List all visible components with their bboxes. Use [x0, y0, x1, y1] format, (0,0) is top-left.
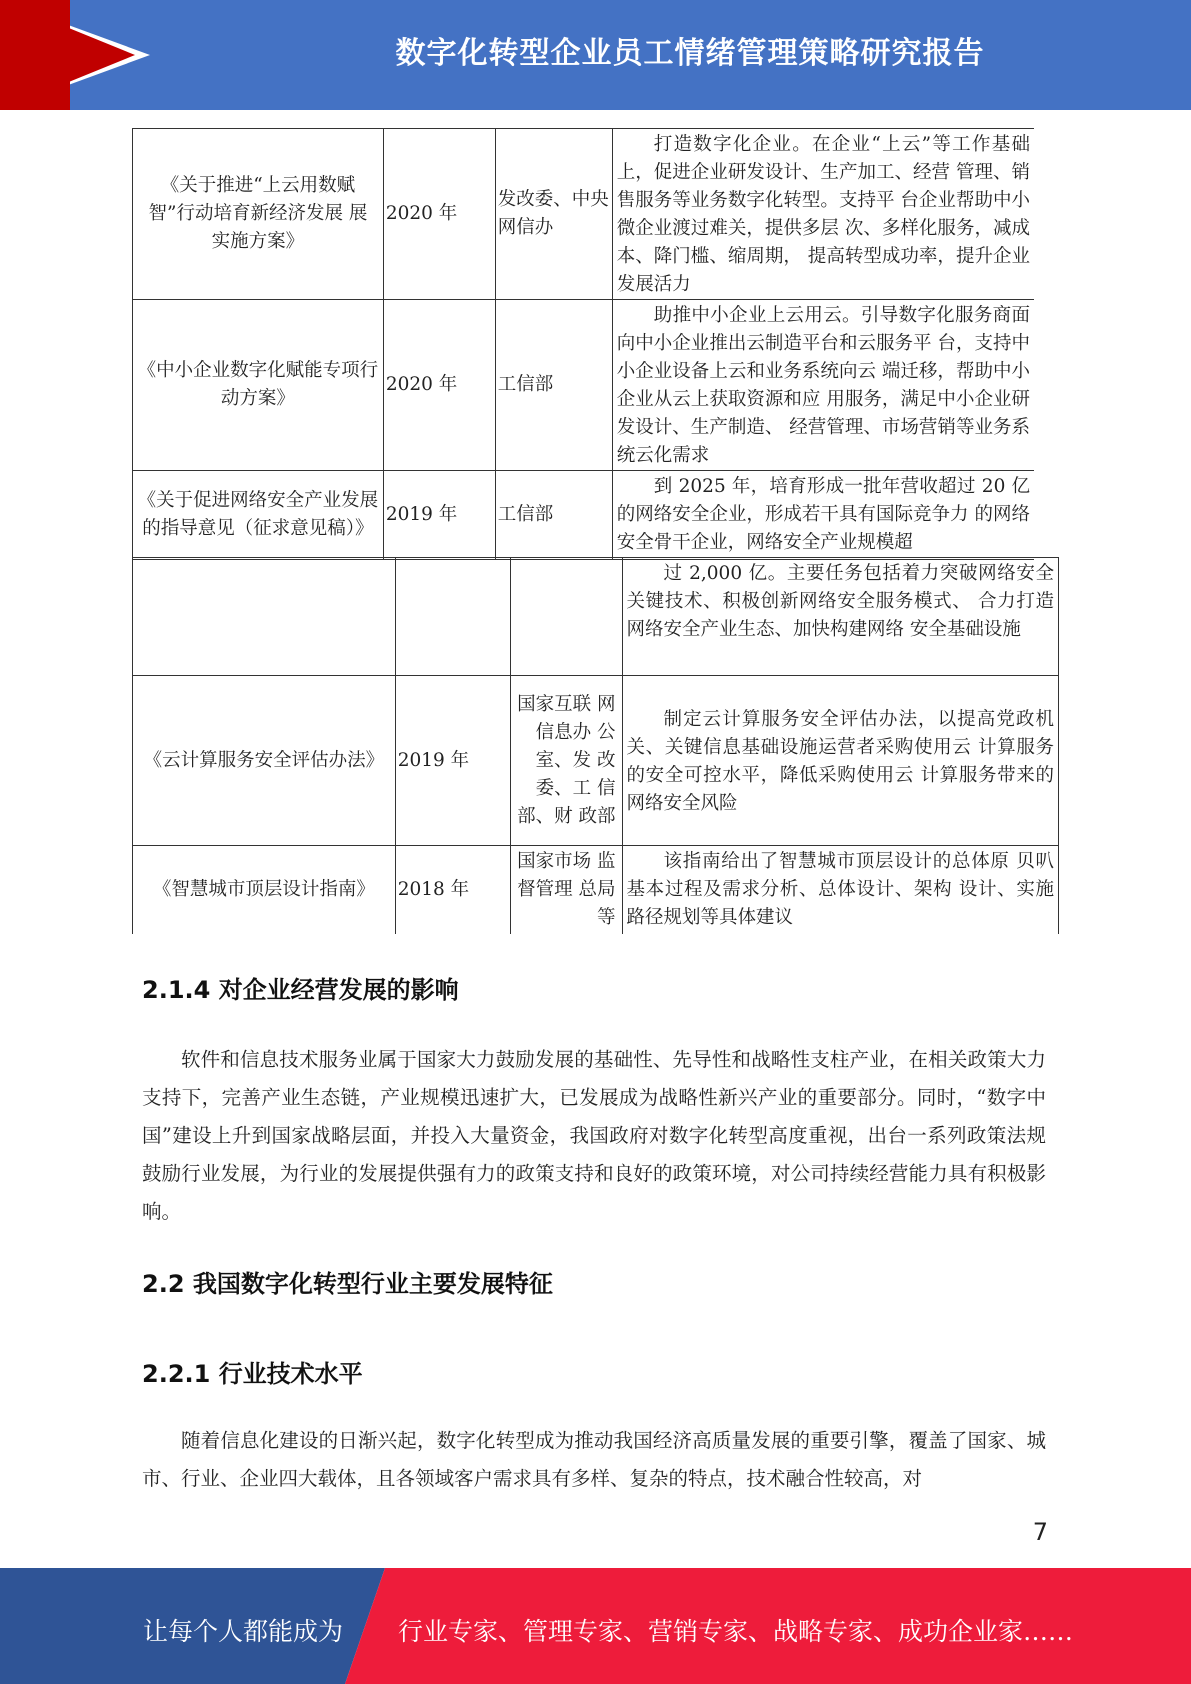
policy-name: 《云计算服务安全评估办法》	[133, 676, 396, 846]
policy-year	[395, 558, 510, 676]
table-row	[133, 129, 1035, 300]
policy-name: 《智慧城市顶层设计指南》	[133, 846, 396, 934]
table-row	[133, 846, 1059, 934]
policy-description: 到 2025 年，培育形成一批年营收超过 20 亿的网络安全企业，形成若干具有国际竞争力 的网络安全骨干企业，网络安全产业规模超	[612, 471, 1034, 560]
policy-agency: 工信部	[495, 300, 612, 471]
policy-year: 2019 年	[383, 471, 495, 560]
section-paragraph-2-1-4: 软件和信息技术服务业属于国家大力鼓励发展的基础性、先导性和战略性支柱产业，在相关政策大力支持下，完善产业生态链，产业规模迅速扩大，已发展成为战略性新兴产业的重要部分。同时，“数字中国”建设上升到国家战略层面，并投入大量资金，我国政府对数字化转型高度重视，出台一系列政策法规鼓励行业发展，为行业的发展提供强有力的政策支持和良好的政策环境，对公司持续经营能力具有积极影响。	[142, 1048, 1046, 1223]
table-row	[133, 558, 1059, 676]
section-paragraph-2-2-1: 随着信息化建设的日渐兴起，数字化转型成为推动我国经济高质量发展的重要引擎，覆盖了国家、城市、行业、企业四大载体，且各领域客户需求具有多样、复杂的特点，技术融合性较高，对	[142, 1429, 1046, 1490]
section-heading-2-2-1: 2.2.1 行业技术水平	[142, 1360, 363, 1388]
policy-year: 2020 年	[383, 129, 495, 300]
policy-name	[133, 558, 396, 676]
policy-description: 制定云计算服务安全评估办法，以提高党政机关、关键信息基础设施运营者采购使用云 计算服务的安全可控水平，降低采购使用云 计算服务带来的网络安全风险	[622, 676, 1059, 846]
page-header	[0, 0, 1191, 110]
policy-description: 助推中小企业上云用云。引导数字化服务商面向中小企业推出云制造平台和云服务平 台，支持中小企业设备上云和业务系统向云 端迁移，帮助中小企业从云上获取资源和应 用服务，满足中小企业研发设计、生产制造、 经营管理、市场营销等业务系统云化需求	[612, 300, 1034, 471]
footer-slogan-right: 行业专家、管理专家、营销专家、战略专家、成功企业家……	[398, 1617, 1074, 1646]
policy-table-top	[132, 128, 1034, 560]
report-title: 数字化转型企业员工情绪管理策略研究报告	[395, 36, 985, 71]
footer-slogan-left: 让每个人都能成为	[143, 1617, 344, 1646]
table-row	[133, 300, 1035, 471]
policy-name: 《关于推进“上云用数赋 智”行动培育新经济发展 展 实施方案》	[133, 129, 384, 300]
page-number: 7	[1032, 1518, 1048, 1546]
table-row	[133, 471, 1035, 560]
policy-description: 过 2,000 亿。主要任务包括着力突破网络安全关键技术、积极创新网络安全服务模式、 合力打造网络安全产业生态、加快构建网络 安全基础设施	[622, 558, 1059, 676]
policy-agency	[510, 558, 622, 676]
table-row	[133, 676, 1059, 846]
policy-agency: 工信部	[495, 471, 612, 560]
page-footer	[0, 1568, 1191, 1684]
policy-agency: 国家互联 网信息办 公室、发 改委、工 信部、财 政部	[510, 676, 622, 846]
policy-name: 《中小企业数字化赋能专项行动方案》	[133, 300, 384, 471]
policy-description: 该指南给出了智慧城市顶层设计的总体原 贝叭基本过程及需求分析、总体设计、架构 设计、实施路径规划等具体建议	[622, 846, 1059, 934]
policy-name: 《关于促进网络安全产业发展的指导意见（征求意见稿）》	[133, 471, 384, 560]
policy-agency: 国家市场 监督管理 总局等	[510, 846, 622, 934]
section-heading-2-1-4: 2.1.4 对企业经营发展的影响	[142, 976, 459, 1004]
policy-year: 2018 年	[395, 846, 510, 934]
header-red-chevron	[0, 0, 135, 110]
policy-year: 2020 年	[383, 300, 495, 471]
policy-table-bottom	[132, 557, 1059, 934]
policy-agency: 发改委、中央网信办	[495, 129, 612, 300]
policy-year: 2019 年	[395, 676, 510, 846]
policy-description: 打造数字化企业。在企业“上云”等工作基础上，促进企业研发设计、生产加工、经营 管理、销售服务等业务数字化转型。支持平 台企业帮助中小微企业渡过难关，提供多层 次、多样化服务，减成本、降门槛、缩周期， 提高转型成功率，提升企业发展活力	[612, 129, 1034, 300]
section-heading-2-2: 2.2 我国数字化转型行业主要发展特征	[142, 1270, 553, 1298]
